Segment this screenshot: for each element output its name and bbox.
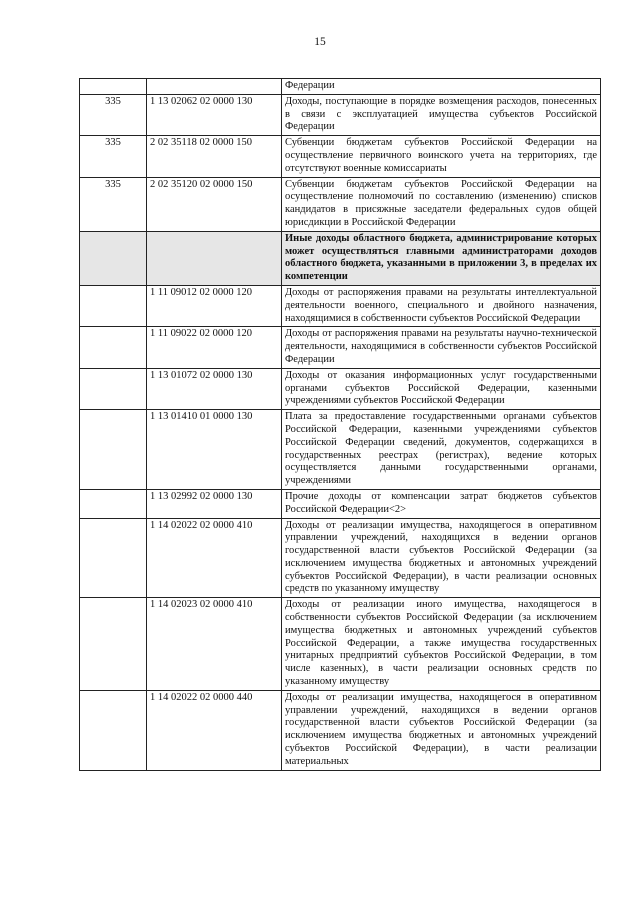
revenue-codes-table bbox=[79, 78, 601, 771]
revenue-code-cell: 1 14 02022 02 0000 410 bbox=[147, 518, 282, 598]
revenue-code-cell: 1 11 09012 02 0000 120 bbox=[147, 285, 282, 326]
revenue-code-cell: 1 13 01072 02 0000 130 bbox=[147, 368, 282, 409]
admin-code-cell: 335 bbox=[80, 94, 147, 135]
section-header-row bbox=[80, 231, 601, 285]
table-row bbox=[80, 136, 601, 177]
revenue-code-cell: 1 14 02023 02 0000 410 bbox=[147, 598, 282, 691]
revenue-code-cell bbox=[147, 231, 282, 285]
admin-code-cell bbox=[80, 368, 147, 409]
description-cell: Федерации bbox=[282, 79, 601, 95]
admin-code-cell bbox=[80, 231, 147, 285]
table-row bbox=[80, 368, 601, 409]
table-row bbox=[80, 690, 601, 770]
revenue-code-cell: 1 13 01410 01 0000 130 bbox=[147, 410, 282, 490]
description-cell: Доходы от реализации имущества, находящегося в оперативном управлении учреждений, находящихся в ведении органов государственной власти субъектов Российской Федерации (за исключением имущества бюджетных и автономных учреждений субъектов Российской Федерации), в части реализации основных средств по указанному имуществу bbox=[282, 518, 601, 598]
revenue-code-cell: 1 11 09022 02 0000 120 bbox=[147, 327, 282, 368]
table-row bbox=[80, 518, 601, 598]
revenue-code-cell: 1 14 02022 02 0000 440 bbox=[147, 690, 282, 770]
table-row bbox=[80, 285, 601, 326]
admin-code-cell bbox=[80, 598, 147, 691]
revenue-code-cell bbox=[147, 79, 282, 95]
admin-code-cell bbox=[80, 327, 147, 368]
table-row bbox=[80, 94, 601, 135]
admin-code-cell bbox=[80, 79, 147, 95]
page-number: 15 bbox=[314, 36, 326, 48]
description-cell: Доходы от распоряжения правами на результаты интеллектуальной деятельности военного, специального и двойного назначения, находящимися в собственности субъектов Российской Федерации bbox=[282, 285, 601, 326]
revenue-code-cell: 2 02 35118 02 0000 150 bbox=[147, 136, 282, 177]
revenue-code-cell: 1 13 02062 02 0000 130 bbox=[147, 94, 282, 135]
table-body bbox=[80, 79, 601, 771]
description-cell: Субвенции бюджетам субъектов Российской Федерации на осуществление первичного воинского учета на территориях, где отсутствуют военные комиссариаты bbox=[282, 136, 601, 177]
table-row bbox=[80, 177, 601, 231]
table-row bbox=[80, 410, 601, 490]
revenue-code-cell: 2 02 35120 02 0000 150 bbox=[147, 177, 282, 231]
description-cell: Доходы от оказания информационных услуг государственными органами субъектов Российской Федерации, казенными учреждениями субъектов Российской Федерации bbox=[282, 368, 601, 409]
revenue-code-cell: 1 13 02992 02 0000 130 bbox=[147, 489, 282, 518]
table-row bbox=[80, 598, 601, 691]
admin-code-cell bbox=[80, 518, 147, 598]
description-cell: Доходы от распоряжения правами на результаты научно-технической деятельности, находящимися в собственности субъектов Российской Федерации bbox=[282, 327, 601, 368]
description-cell: Иные доходы областного бюджета, администрирование которых может осуществляться главными администраторами доходов областного бюджета, указанными в приложении 3, в пределах их компетенции bbox=[282, 231, 601, 285]
table-row bbox=[80, 327, 601, 368]
description-cell: Доходы, поступающие в порядке возмещения расходов, понесенных в связи с эксплуатацией имущества субъектов Российской Федерации bbox=[282, 94, 601, 135]
description-cell: Субвенции бюджетам субъектов Российской Федерации на осуществление полномочий по составлению (изменению) списков кандидатов в присяжные заседатели федеральных судов общей юрисдикции в Российской Федерации bbox=[282, 177, 601, 231]
admin-code-cell bbox=[80, 690, 147, 770]
admin-code-cell bbox=[80, 489, 147, 518]
admin-code-cell: 335 bbox=[80, 136, 147, 177]
admin-code-cell: 335 bbox=[80, 177, 147, 231]
table-row bbox=[80, 79, 601, 95]
description-cell: Доходы от реализации имущества, находящегося в оперативном управлении учреждений, находящихся в ведении органов государственной власти субъектов Российской Федерации (за исключением имущества бюджетных и автономных учреждений субъектов Российской Федерации), в части реализации материальных bbox=[282, 690, 601, 770]
description-cell: Прочие доходы от компенсации затрат бюджетов субъектов Российской Федерации<2> bbox=[282, 489, 601, 518]
description-cell: Доходы от реализации иного имущества, находящегося в собственности субъектов Российской Федерации (за исключением имущества бюджетных и автономных учреждений субъектов Российской Федерации, а также имущества государственных унитарных предприятий субъектов Российской Федерации, в том числе казенных), в части реализации основных средств по указанному имуществу bbox=[282, 598, 601, 691]
table-row bbox=[80, 489, 601, 518]
admin-code-cell bbox=[80, 410, 147, 490]
admin-code-cell bbox=[80, 285, 147, 326]
description-cell: Плата за предоставление государственными органами субъектов Российской Федерации, казенными учреждениями субъектов Российской Федерации сведений, документов, содержащихся в государственных реестрах (регистрах), ведение которых осуществляется данными государственными органами, учреждениями bbox=[282, 410, 601, 490]
